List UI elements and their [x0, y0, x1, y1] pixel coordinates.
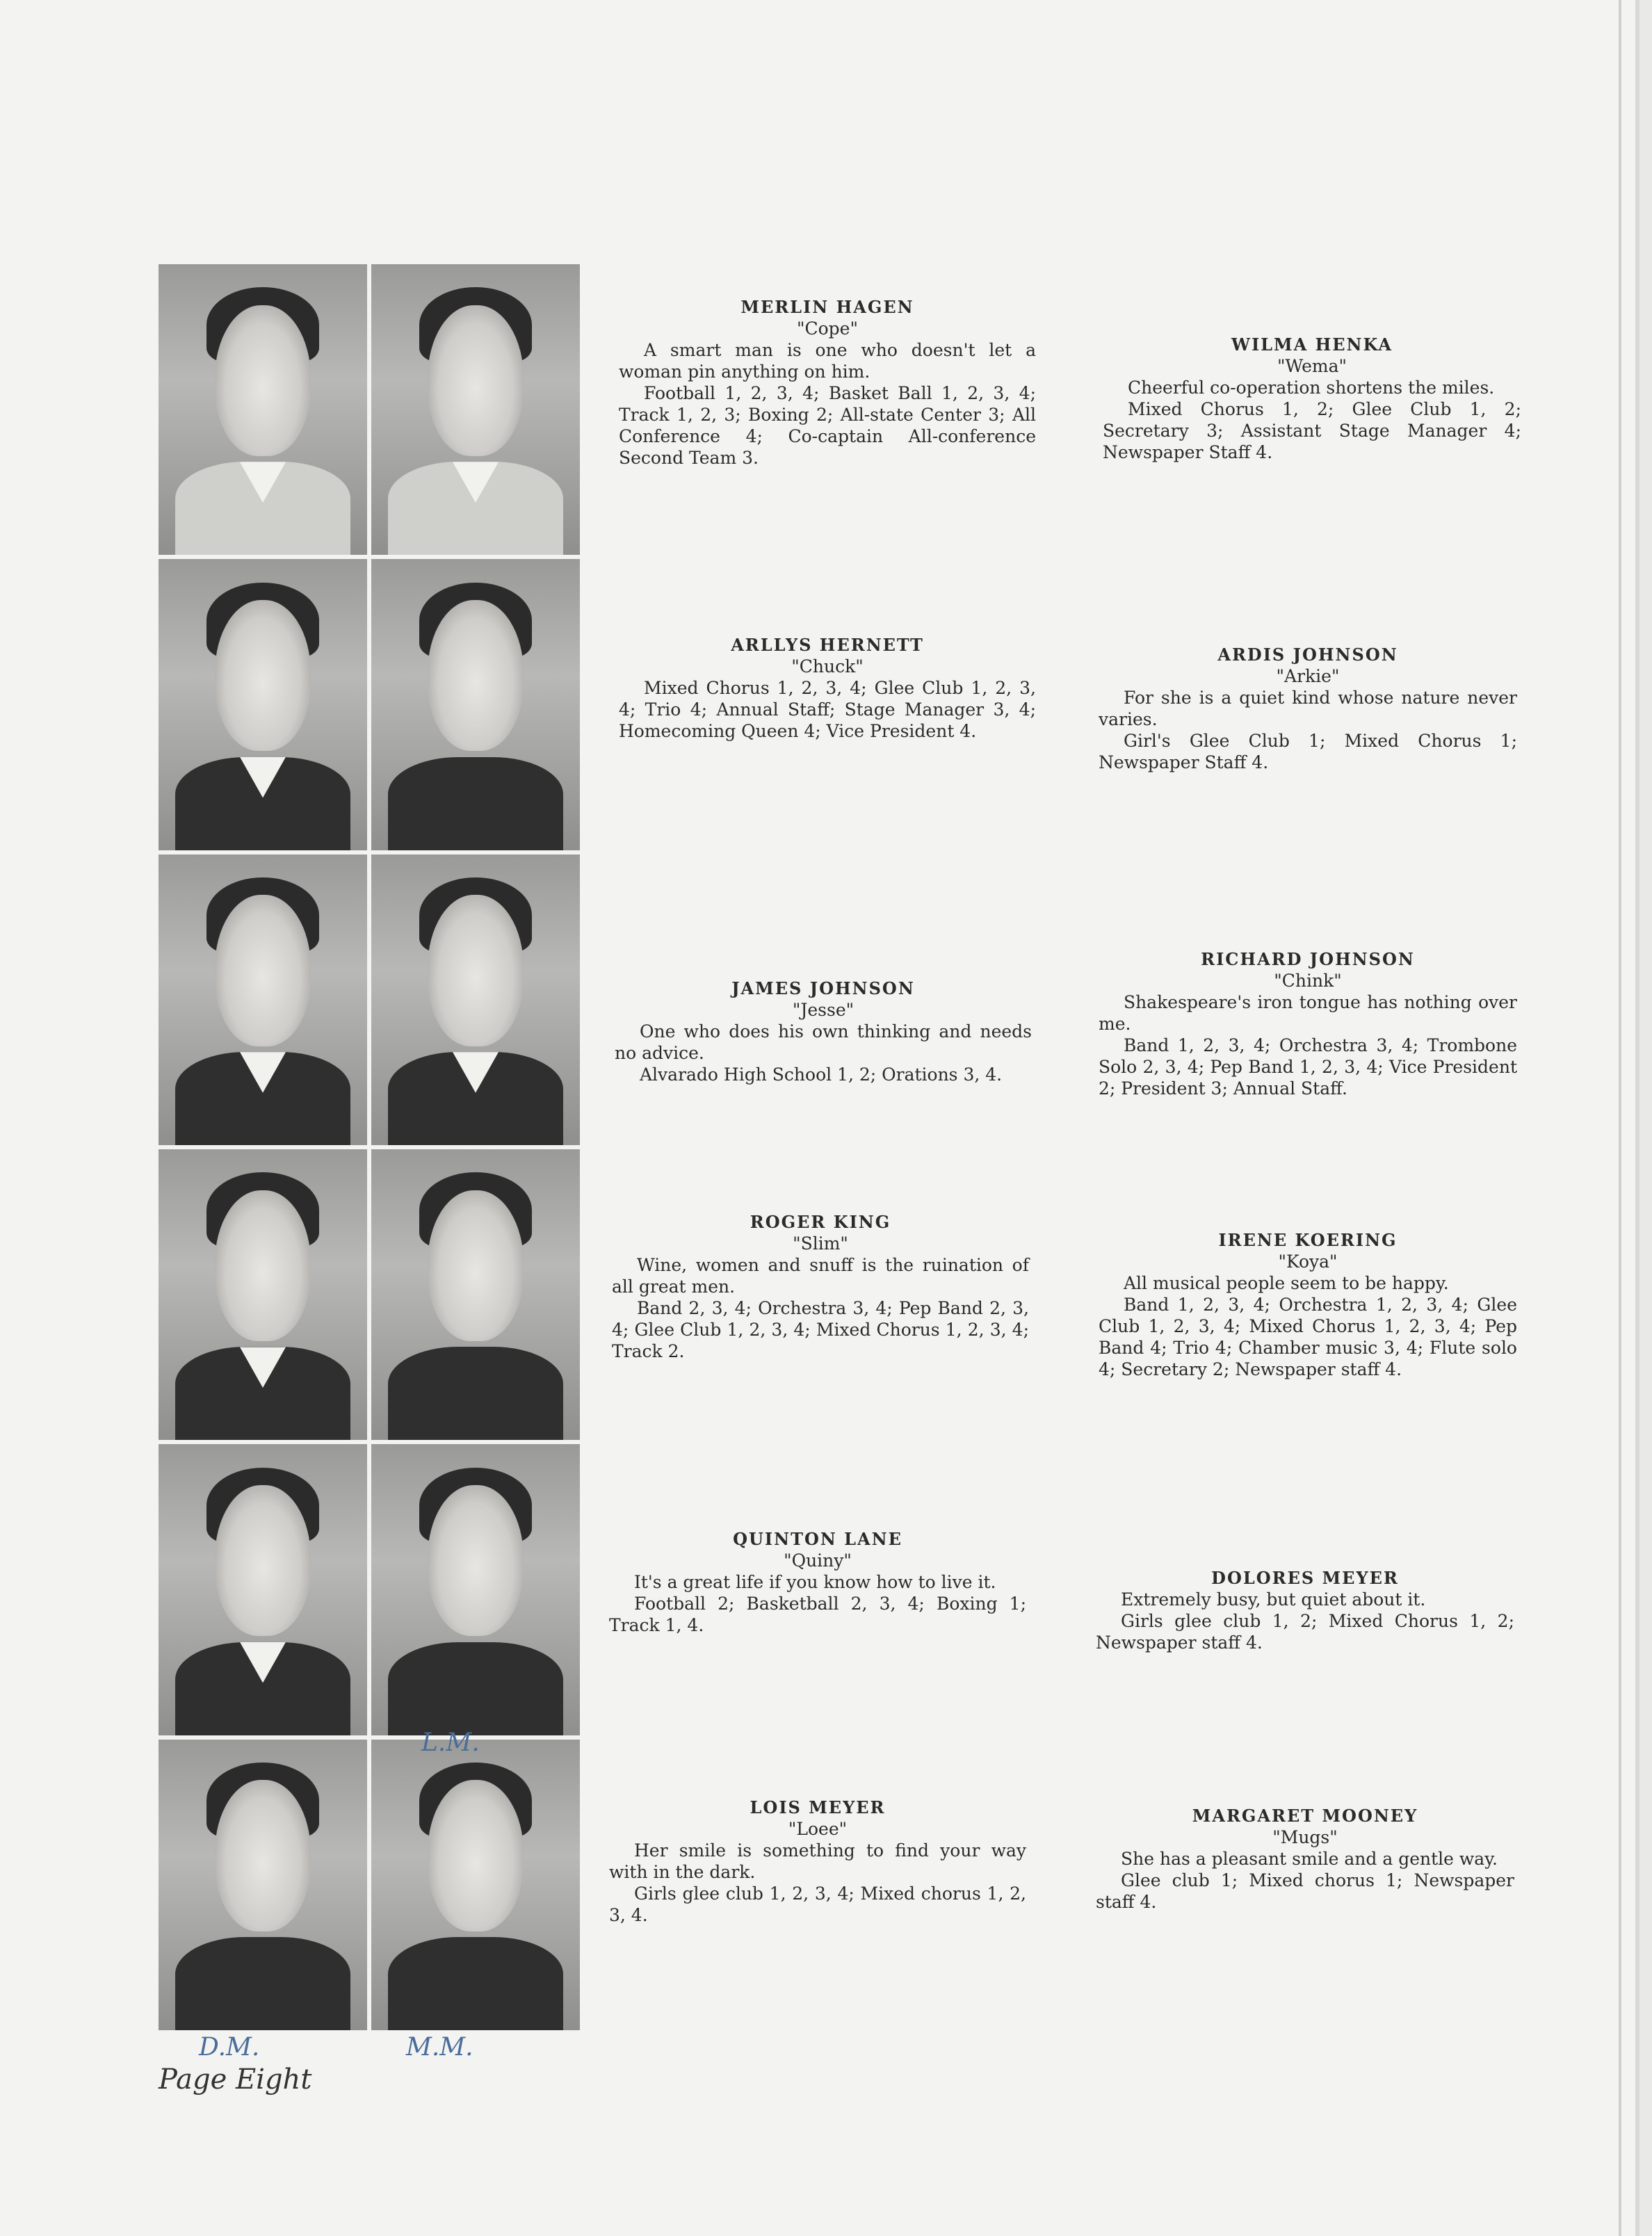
portrait-margaret-mooney — [371, 1740, 580, 2030]
student-quote: It's a great life if you know how to live it. — [634, 1572, 996, 1592]
portrait-merlin-hagen — [159, 264, 367, 555]
student-name: ROGER KING — [750, 1212, 891, 1232]
student-nickname: "Loee" — [788, 1819, 848, 1839]
handwritten-note: L.M. — [421, 1728, 480, 1757]
portrait-james-johnson — [159, 854, 367, 1145]
portrait-quinton-lane — [159, 1444, 367, 1735]
student-name: LOIS MEYER — [750, 1797, 886, 1817]
handwritten-note: M.M. — [406, 2033, 473, 2061]
portrait-irene-koering — [371, 1149, 580, 1440]
student-activities: Glee club 1; Mixed chorus 1; Newspaper staff 4. — [1096, 1870, 1514, 1912]
student-name: ARDIS JOHNSON — [1217, 645, 1398, 665]
student-activities: Band 1, 2, 3, 4; Orchestra 1, 2, 3, 4; Glee Club 1, 2, 3, 4; Mixed Chorus 1, 2, 3, 4; Pep Band 4; Trio 4; Chamber music 3, 4; Flute solo 4; Secretary 2; Newspaper staff 4. — [1099, 1295, 1517, 1379]
entry-quinton-lane — [609, 1528, 1026, 1636]
student-activities: Band 1, 2, 3, 4; Orchestra 3, 4; Trombone Solo 2, 3, 4; Pep Band 1, 2, 3, 4; Vice President 2; President 3; Annual Staff. — [1099, 1035, 1517, 1099]
student-nickname: "Arkie" — [1276, 666, 1340, 686]
student-name: MERLIN HAGEN — [740, 297, 914, 317]
student-name: RICHARD JOHNSON — [1201, 949, 1415, 969]
page-binding-edge — [1619, 0, 1621, 2236]
entry-roger-king — [612, 1211, 1029, 1362]
portrait-arllys-hernett — [159, 559, 367, 850]
student-quote: Wine, women and snuff is the ruination of all great men. — [612, 1255, 1029, 1297]
handwritten-note: D.M. — [199, 2033, 260, 2061]
page-number-label: Page Eight — [159, 2064, 312, 2096]
student-quote: All musical people seem to be happy. — [1124, 1273, 1449, 1293]
entry-margaret-mooney — [1096, 1805, 1514, 1913]
portrait-roger-king — [159, 1149, 367, 1440]
portrait-lois-meyer — [159, 1740, 367, 2030]
entry-dolores-meyer — [1096, 1567, 1514, 1653]
entry-ardis-johnson — [1099, 644, 1517, 773]
student-quote: Her smile is something to find your way with in the dark. — [609, 1840, 1026, 1882]
student-quote: Shakespeare's iron tongue has nothing over me. — [1099, 992, 1517, 1034]
student-nickname: "Cope" — [797, 318, 858, 339]
student-name: ARLLYS HERNETT — [731, 635, 924, 655]
entry-lois-meyer — [609, 1797, 1026, 1926]
student-nickname: "Mugs" — [1272, 1827, 1338, 1847]
student-activities: Alvarado High School 1, 2; Orations 3, 4. — [640, 1064, 1003, 1085]
student-nickname: "Chink" — [1274, 971, 1342, 991]
portrait-dolores-meyer — [371, 1444, 580, 1735]
student-nickname: "Quiny" — [784, 1550, 852, 1571]
student-activities: Girls glee club 1, 2, 3, 4; Mixed chorus 1, 2, 3, 4. — [609, 1883, 1026, 1925]
portrait-ardis-johnson — [371, 559, 580, 850]
student-nickname: "Slim" — [793, 1233, 848, 1254]
entry-james-johnson — [615, 978, 1032, 1085]
student-activities: Girls glee club 1, 2; Mixed Chorus 1, 2; Newspaper staff 4. — [1096, 1611, 1514, 1653]
entry-merlin-hagen — [619, 296, 1036, 469]
portrait-richard-johnson — [371, 854, 580, 1145]
student-quote: Cheerful co-operation shortens the miles. — [1128, 378, 1495, 398]
student-nickname: "Wema" — [1277, 356, 1347, 376]
student-name: JAMES JOHNSON — [731, 978, 915, 998]
student-quote: For she is a quiet kind whose nature never varies. — [1099, 688, 1517, 729]
student-nickname: "Chuck" — [791, 656, 864, 677]
student-activities: Girl's Glee Club 1; Mixed Chorus 1; Newspaper Staff 4. — [1099, 731, 1517, 772]
student-name: MARGARET MOONEY — [1192, 1806, 1418, 1826]
student-quote: She has a pleasant smile and a gentle way. — [1121, 1849, 1498, 1869]
student-activities: Mixed Chorus 1, 2, 3, 4; Glee Club 1, 2, 3, 4; Trio 4; Annual Staff; Stage Manager 3, 4; Homecoming Queen 4; Vice President 4. — [619, 678, 1036, 741]
portrait-wilma-henka — [371, 264, 580, 555]
student-quote: Extremely busy, but quiet about it. — [1121, 1589, 1426, 1610]
student-activities: Mixed Chorus 1, 2; Glee Club 1, 2; Secretary 3; Assistant Stage Manager 4; Newspaper Staff 4. — [1103, 399, 1521, 462]
student-quote: A smart man is one who doesn't let a woman pin anything on him. — [619, 340, 1036, 382]
entry-wilma-henka — [1103, 334, 1521, 463]
entry-richard-johnson — [1099, 948, 1517, 1099]
student-quote: One who does his own thinking and needs no advice. — [615, 1021, 1032, 1063]
student-nickname: "Jesse" — [792, 1000, 855, 1020]
student-name: IRENE KOERING — [1218, 1230, 1398, 1250]
student-activities: Football 1, 2, 3, 4; Basket Ball 1, 2, 3, 4; Track 1, 2, 3; Boxing 2; All-state Center 3; All Conference 4; Co-captain All-conference Second Team 3. — [619, 383, 1036, 468]
student-name: DOLORES MEYER — [1211, 1568, 1399, 1588]
student-activities: Football 2; Basketball 2, 3, 4; Boxing 1; Track 1, 4. — [609, 1594, 1026, 1635]
student-nickname: "Koya" — [1278, 1251, 1338, 1272]
entry-arllys-hernett — [619, 634, 1036, 742]
student-name: QUINTON LANE — [733, 1529, 902, 1549]
entry-irene-koering — [1099, 1229, 1517, 1380]
student-activities: Band 2, 3, 4; Orchestra 3, 4; Pep Band 2, 3, 4; Glee Club 1, 2, 3, 4; Mixed Chorus 1, 2, 3, 4; Track 2. — [612, 1298, 1029, 1361]
student-name: WILMA HENKA — [1231, 334, 1393, 355]
portrait-grid — [159, 264, 580, 2030]
